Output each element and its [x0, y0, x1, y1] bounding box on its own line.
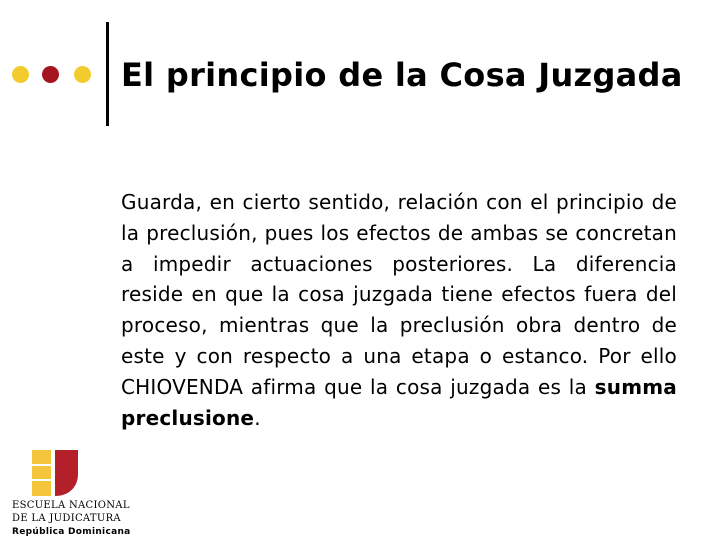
body-end: . [254, 405, 261, 430]
decorative-dot-yellow [74, 66, 91, 83]
judicature-logo-icon [32, 450, 78, 496]
decorative-dot-yellow [12, 66, 29, 83]
body-paragraph [121, 187, 677, 433]
body-text: Guarda, en cierto sentido, relación con el principio de la preclusión, pues los efectos de ambas se concretan a impedir actuaciones posteriores. La diferencia reside en que la cosa juzgada tiene efectos fuera del proceso, mientras que la preclusión obra dentro de este y con respecto a una etapa o estanco. Por ello CHIOVENDA afirma que la cosa juzgada es la [121, 190, 677, 399]
slide-title: El principio de la Cosa Juzgada [121, 56, 683, 94]
logo-text-line2: DE LA JUDICATURA [12, 513, 121, 524]
title-divider [106, 22, 109, 126]
decorative-dot-red [42, 66, 59, 83]
logo-text-line1: ESCUELA NACIONAL [12, 500, 130, 511]
body-emphasis: summa preclusione [121, 374, 677, 430]
logo-text-country: República Dominicana [12, 527, 131, 537]
